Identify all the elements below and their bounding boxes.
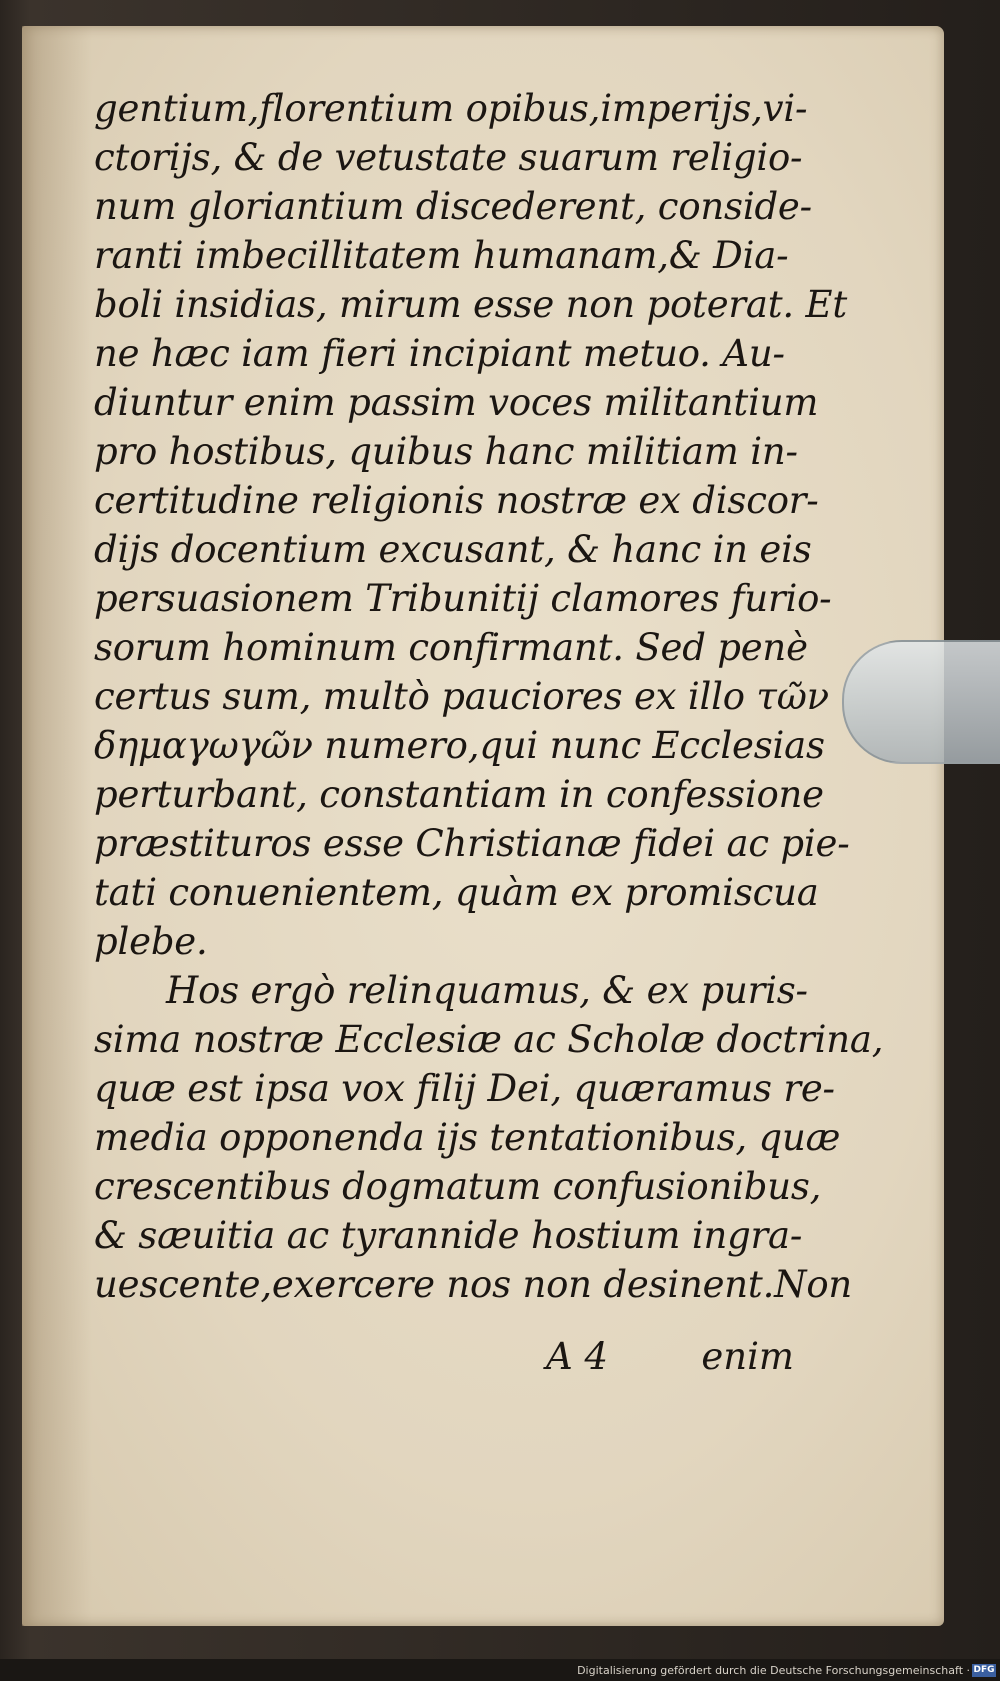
dfg-logo-icon: DFG <box>973 1665 995 1675</box>
book-page <box>22 26 944 1626</box>
text-line: ctorijs, & de vetustate suarum religio- <box>94 136 803 179</box>
text-line: certus sum, multò pauciores ex illo τῶν <box>94 675 829 718</box>
text-line: perturbant, constantiam in confessione <box>94 773 824 816</box>
text-line: pro hostibus, quibus hanc militiam in- <box>94 430 798 473</box>
page-gutter <box>22 26 92 1626</box>
paragraph-start-line: Hos ergò relinquamus, & ex puris- <box>166 969 808 1012</box>
footer-bar <box>0 1659 1000 1681</box>
text-line: gentium,florentium opibus,imperijs,vi- <box>94 87 808 130</box>
text-line: media opponenda ijs tentationibus, quæ <box>94 1116 841 1159</box>
text-line: num gloriantium discederent, conside- <box>94 185 812 228</box>
text-line: persuasionem Tribunitij clamores furio- <box>94 577 832 620</box>
text-line: sorum hominum confirmant. Sed penè <box>94 626 808 669</box>
page-clip <box>842 640 1000 764</box>
text-line: diuntur enim passim voces militantium <box>94 381 819 424</box>
text-line: δημαγωγῶν numero,qui nunc Ecclesias <box>94 724 825 767</box>
text-line: boli insidias, mirum esse non poterat. Et <box>94 283 848 326</box>
text-line: tati conuenientem, quàm ex promiscua <box>94 871 819 914</box>
catchword: enim <box>701 1335 794 1378</box>
text-line: dijs docentium excusant, & hanc in eis <box>94 528 812 571</box>
text-line: certitudine religionis nostræ ex discor- <box>94 479 819 522</box>
footer-credit: Digitalisierung gefördert durch die Deutsche Forschungsgemeinschaft · <box>577 1664 970 1677</box>
text-line: præstituros esse Christianæ fidei ac pie- <box>94 822 850 865</box>
text-line: uescente,exercere nos non desinent.Non <box>94 1263 853 1306</box>
signature-mark: A 4 <box>546 1335 609 1378</box>
text-line: plebe. <box>94 920 208 963</box>
text-line: sima nostræ Ecclesiæ ac Scholæ doctrina, <box>94 1018 884 1061</box>
text-line: ranti imbecillitatem humanam,& Dia- <box>94 234 789 277</box>
text-line: ne hæc iam fieri incipiant metuo. Au- <box>94 332 785 375</box>
text-line: & sæuitia ac tyrannide hostium ingra- <box>94 1214 803 1257</box>
page-foot <box>94 1332 794 1381</box>
text-line: quæ est ipsa vox filij Dei, quæramus re- <box>94 1067 835 1110</box>
text-line: crescentibus dogmatum confusionibus, <box>94 1165 822 1208</box>
body-text <box>94 84 884 1309</box>
